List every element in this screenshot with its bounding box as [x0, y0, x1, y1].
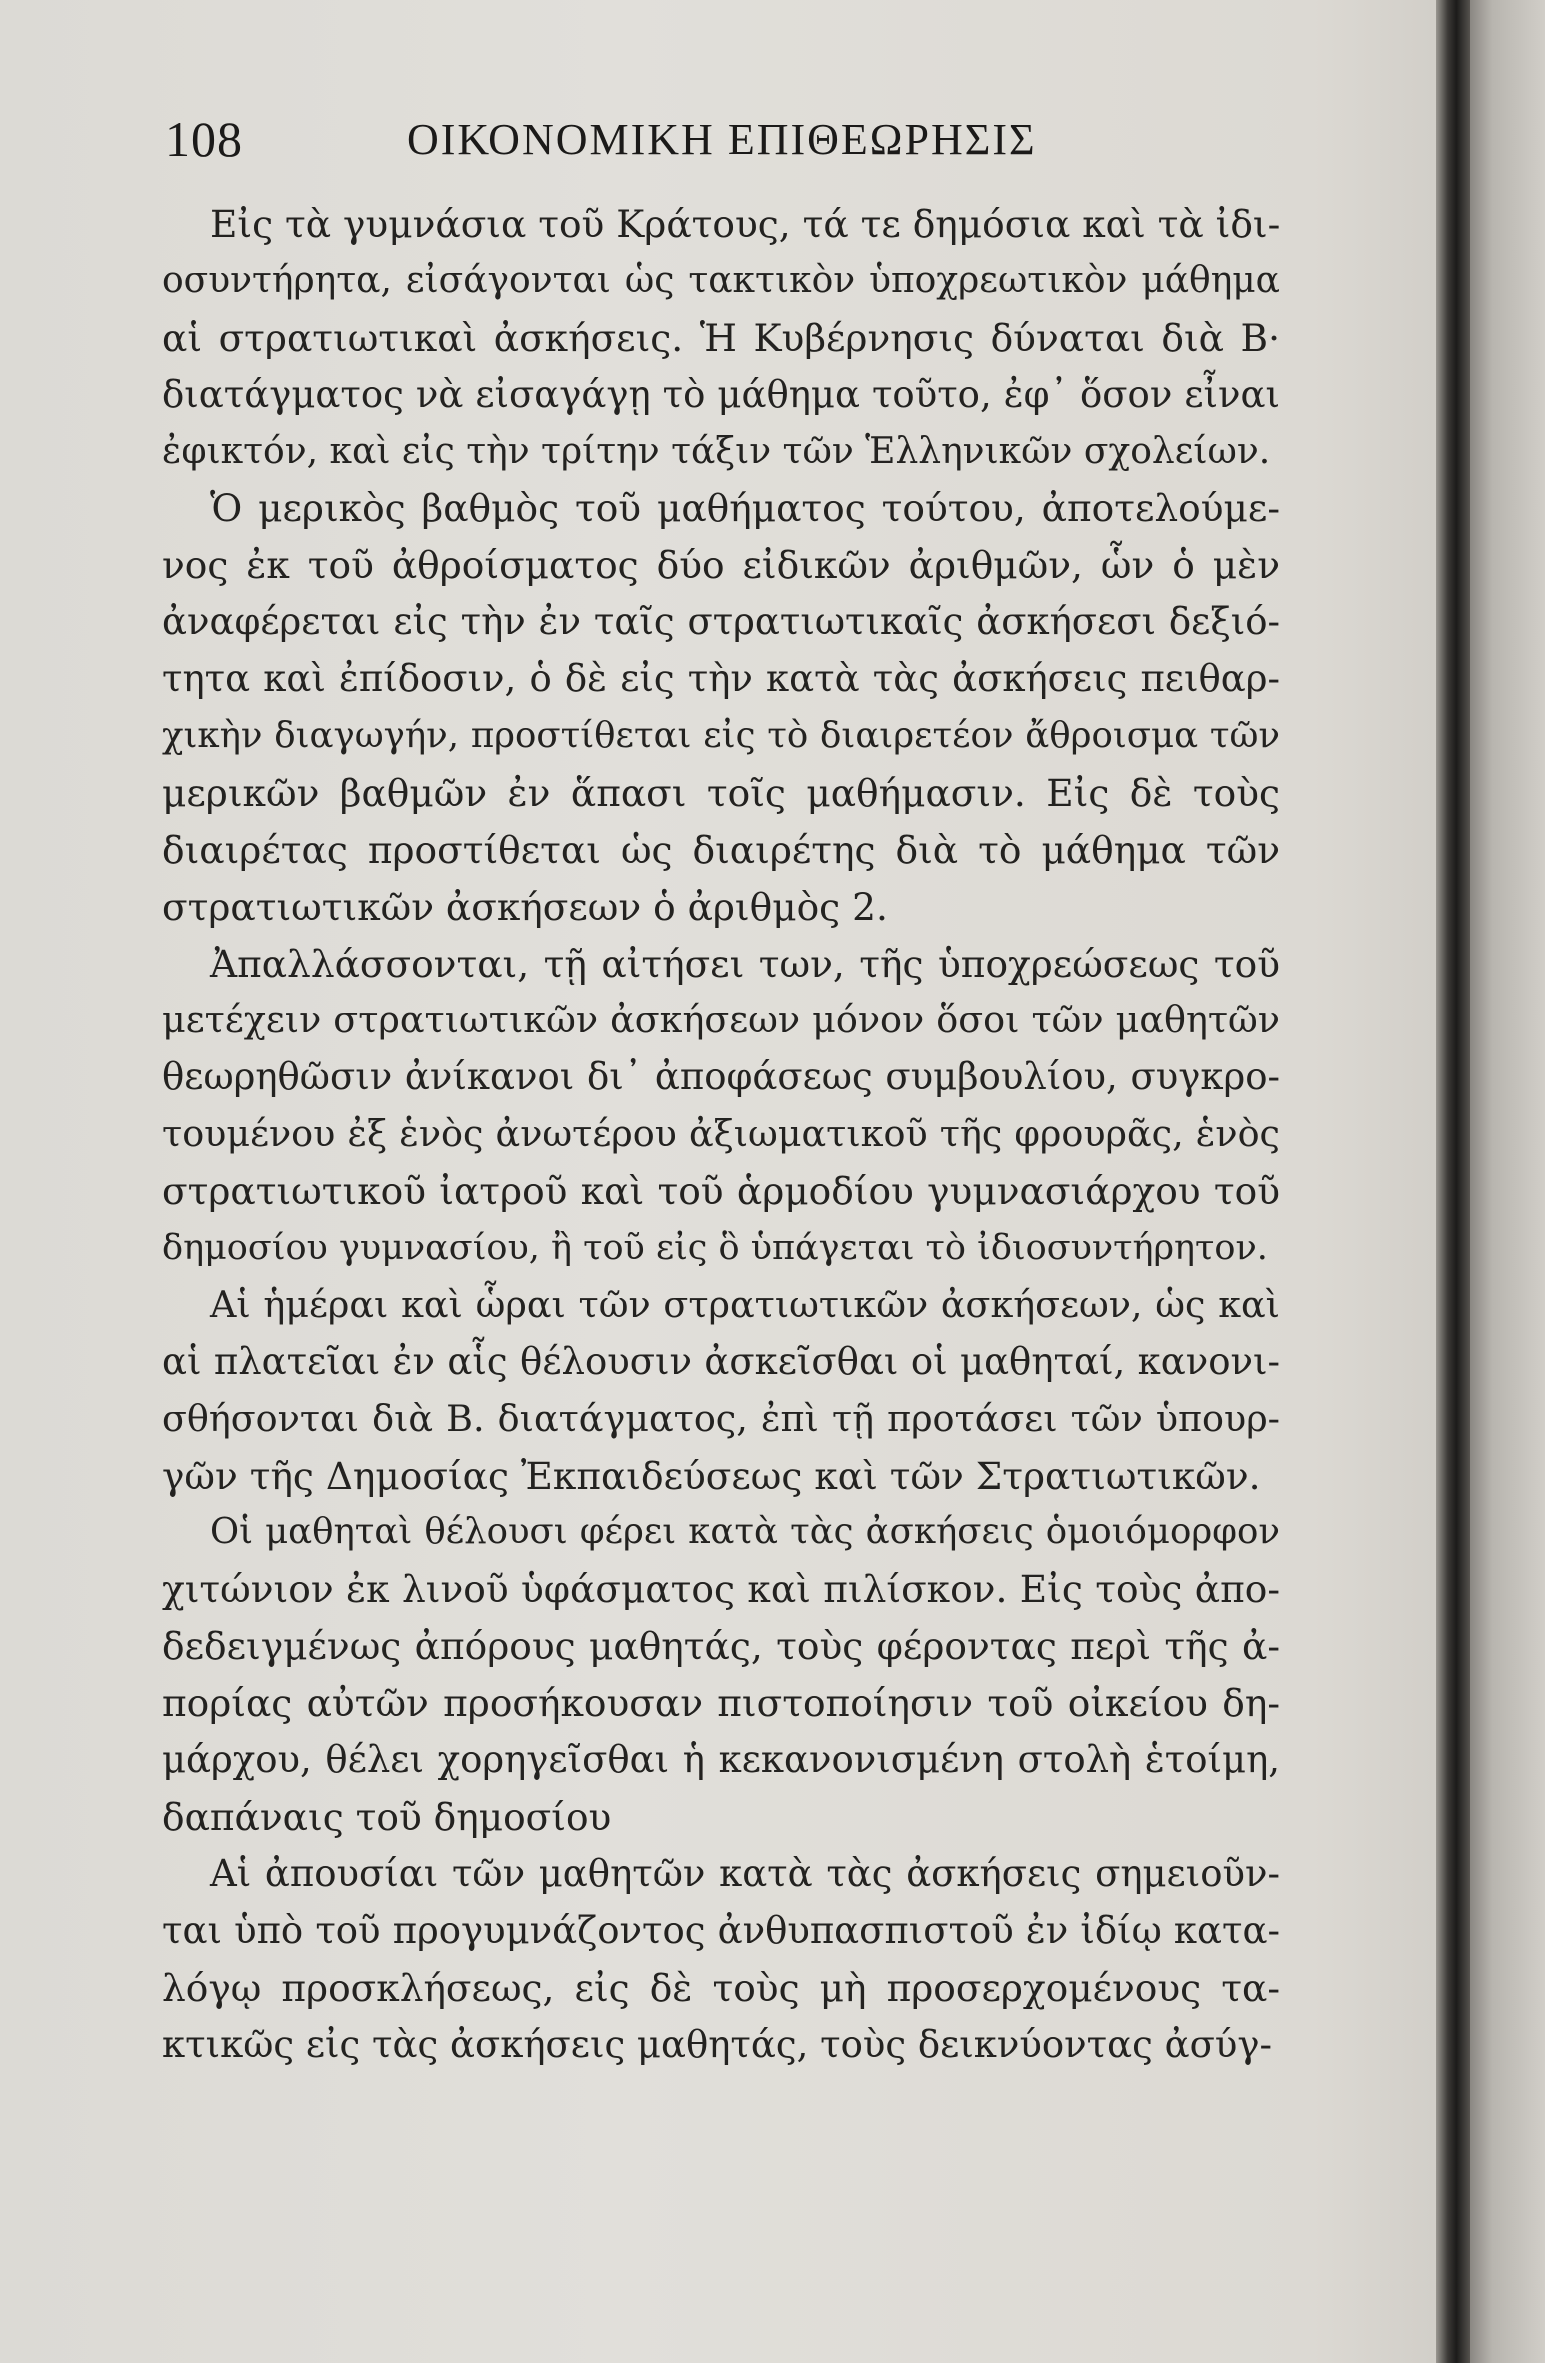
running-title: ΟΙΚΟΝΟΜΙΚΗ ΕΠΙΘΕΩΡΗΣΙΣ [407, 115, 1037, 164]
text-line: κτικῶς εἰς τὰς ἀσκήσεις μαθητάς, τοὺς δεικνύοντας ἀσύγ- [162, 2022, 1272, 2066]
text-line: Ἀπαλλάσσονται, τῇ αἰτήσει των, τῆς ὑποχρεώσεως τοῦ [210, 941, 1280, 986]
text-line: τητα καὶ ἐπίδοσιν, ὁ δὲ εἰς τὴν κατὰ τὰς ἀσκήσεις πειθαρ- [162, 657, 1280, 701]
text-line: ται ὑπὸ τοῦ προγυμνάζοντος ἀνθυπασπιστοῦ ἐν ἰδίῳ κατα- [162, 1908, 1280, 1952]
text-line: χιτώνιον ἐκ λινοῦ ὑφάσματος καὶ πιλίσκον. Εἰς τοὺς ἀπο- [162, 1567, 1280, 1612]
text-line: Ὁ μερικὸς βαθμὸς τοῦ μαθήματος τούτου, ἀποτελούμε- [210, 486, 1280, 531]
text-line: Αἱ ἡμέραι καὶ ὧραι τῶν στρατιωτικῶν ἀσκήσεων, ὡς καὶ [210, 1282, 1280, 1326]
text-line: ἐφικτόν, καὶ εἰς τὴν τρίτην τάξιν τῶν Ἑλληνικῶν σχολείων. [162, 430, 1271, 472]
binding-shadow [1436, 0, 1470, 2363]
text-line: νος ἐκ τοῦ ἀθροίσματος δύο εἰδικῶν ἀριθμῶν, ὧν ὁ μὲν [162, 543, 1280, 588]
text-line: μερικῶν βαθμῶν ἐν ἅπασι τοῖς μαθήμασιν. Εἰς δὲ τοὺς [162, 770, 1280, 815]
text-line: τουμένου ἐξ ἑνὸς ἀνωτέρου ἀξιωματικοῦ τῆς φρουρᾶς, ἑνὸς [162, 1112, 1280, 1156]
text-line: αἱ στρατιωτικαὶ ἀσκήσεις. Ἡ Κυβέρνησις δύναται διὰ Β· [162, 315, 1280, 360]
text-line: οσυντήρητα, εἰσάγονται ὡς τακτικὸν ὑποχρεωτικὸν μάθημα [162, 259, 1280, 301]
text-line: Οἱ μαθηταὶ θέλουσι φέρει κατὰ τὰς ἀσκήσεις ὁμοιόμορφον [210, 1511, 1280, 1553]
text-line: διαιρέτας προστίθεται ὡς διαιρέτης διὰ τὸ μάθημα τῶν [162, 827, 1280, 872]
text-line: ἀναφέρεται εἰς τὴν ἐν ταῖς στρατιωτικαῖς ἀσκήσεσι δεξιό- [162, 600, 1280, 644]
text-line: δεδειγμένως ἀπόρους μαθητάς, τοὺς φέροντας περὶ τῆς ἀ- [162, 1624, 1280, 1669]
text-line: δημοσίου γυμνασίου, ἢ τοῦ εἰς ὃ ὑπάγεται τὸ ἰδιοσυντήρητον. [162, 1228, 1268, 1269]
text-line: λόγῳ προσκλήσεως, εἰς δὲ τοὺς μὴ προσερχομένους τα- [162, 1965, 1280, 2010]
page-edge [1470, 0, 1545, 2363]
running-head [165, 110, 1065, 180]
text-line: στρατιωτικοῦ ἰατροῦ καὶ τοῦ ἁρμοδίου γυμνασιάρχου τοῦ [162, 1169, 1280, 1214]
text-line: διατάγματος νὰ εἰσαγάγῃ τὸ μάθημα τοῦτο, ἐφ᾽ ὅσον εἶναι [162, 372, 1280, 416]
text-line: στρατιωτικῶν ἀσκήσεων ὁ ἀριθμὸς 2. [162, 884, 888, 929]
text-line: πορίας αὐτῶν προσήκουσαν πιστοποίησιν τοῦ οἰκείου δη- [162, 1681, 1280, 1726]
body-text [162, 196, 1280, 2073]
text-line: Αἱ ἀπουσίαι τῶν μαθητῶν κατὰ τὰς ἀσκήσεις σημειοῦν- [210, 1851, 1280, 1895]
text-line: γῶν τῆς Δημοσίας Ἐκπαιδεύσεως καὶ τῶν Στρατιωτικῶν. [162, 1453, 1261, 1498]
text-line: χικὴν διαγωγήν, προστίθεται εἰς τὸ διαιρετέον ἄθροισμα τῶν [162, 715, 1280, 757]
text-line: μάρχου, θέλει χορηγεῖσθαι ἡ κεκανονισμένη στολὴ ἑτοίμη, [162, 1738, 1280, 1782]
text-line: θεωρηθῶσιν ἀνίκανοι δι᾽ ἀποφάσεως συμβουλίου, συγκρο- [162, 1055, 1280, 1099]
text-line: δαπάναις τοῦ δημοσίου [162, 1794, 612, 1839]
page-number: 108 [165, 111, 243, 167]
text-line: σθήσονται διὰ Β. διατάγματος, ἐπὶ τῇ προτάσει τῶν ὑπουρ- [162, 1396, 1280, 1440]
text-line: Εἰς τὰ γυμνάσια τοῦ Κράτους, τά τε δημόσια καὶ τὰ ἰδι- [210, 202, 1281, 246]
text-line: μετέχειν στρατιωτικῶν ἀσκήσεων μόνον ὅσοι τῶν μαθητῶν [162, 998, 1280, 1042]
text-line: αἱ πλατεῖαι ἐν αἷς θέλουσιν ἀσκεῖσθαι οἱ μαθηταί, κανονι- [162, 1339, 1280, 1383]
